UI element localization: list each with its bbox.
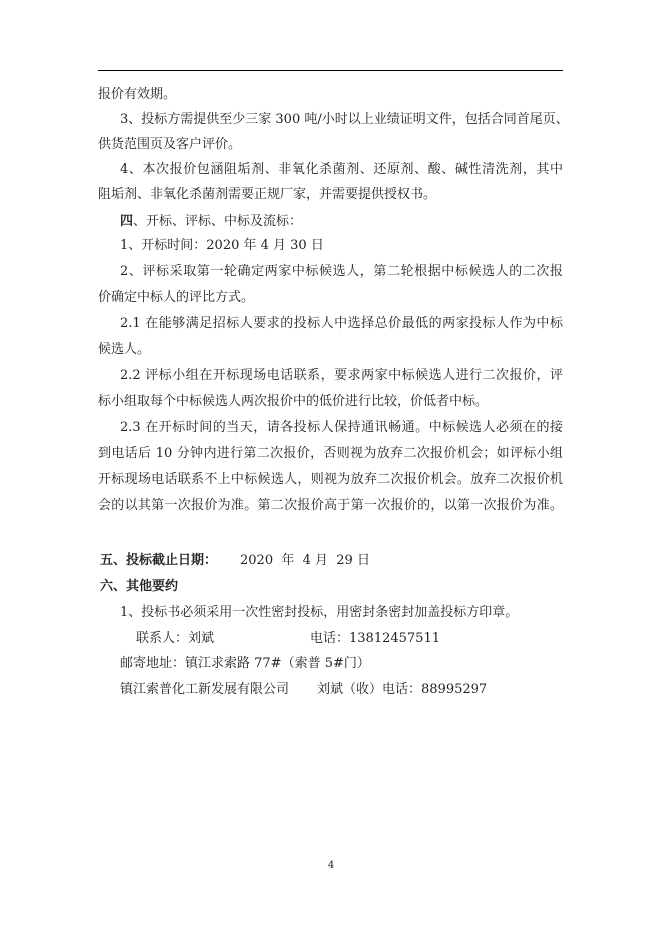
text-line: 2.1 在能够满足招标人要求的投标人中选择总价最低的两家投标人作为中标 xyxy=(120,316,563,331)
header-rule xyxy=(98,70,563,71)
mailing-address: 邮寄地址：镇江求索路 77#（索普 5#门） xyxy=(120,656,370,671)
section-4-title: 、开标、评标、中标及流标： xyxy=(133,214,303,229)
text-line: 2、评标采取第一轮确定两家中标候选人，第二轮根据中标候选人的二次报 xyxy=(120,264,563,279)
text-line: 3、投标方需提供至少三家 300 吨/小时以上业绩证明文件，包括合同首尾页、 xyxy=(120,112,569,127)
text-line: 到电话后 10 分钟内进行第二次报价，否则视为放弃二次报价机会；如评标小组 xyxy=(98,446,563,461)
recipient-phone: 刘斌（收）电话：88995297 xyxy=(317,682,488,697)
text-line: 阻垢剂、非氧化杀菌剂需要正规厂家，并需要提供授权书。 xyxy=(98,187,437,202)
sealing-requirement: 1、投标书必须采用一次性密封投标，用密封条密封加盖投标方印章。 xyxy=(120,605,519,620)
section-4-heading xyxy=(120,212,563,232)
contact-phone: 电话：13812457511 xyxy=(310,631,440,646)
text-line: 开标现场电话联系不上中标候选人，则视为放弃二次报价机会。放弃二次报价机 xyxy=(98,472,563,487)
contact-person: 联系人：刘斌 xyxy=(136,631,215,646)
text-line: 会的以其第一次报价为准。第二次报价高于第一次报价的，以第一次报价为准。 xyxy=(98,498,563,513)
text-line: 价确定中标人的评比方式。 xyxy=(98,290,255,305)
text-line: 供货范围页及客户评价。 xyxy=(98,137,242,152)
section-4-number: 四 xyxy=(120,214,134,229)
text-line: 候选人。 xyxy=(98,342,151,357)
text-line: 2.3 在开标时间的当天，请各投标人保持通讯畅通。中标候选人必须在的接 xyxy=(120,420,563,435)
section-6-heading: 六、其他要约 xyxy=(100,579,179,594)
text-line: 标小组取每个中标候选人两次报价中的低价进行比较，价低者中标。 xyxy=(98,394,489,409)
page-number: 4 xyxy=(327,860,335,871)
text-line: 报价有效期。 xyxy=(98,87,177,102)
deadline-date: 2020 年 4 月 29 日 xyxy=(240,553,370,568)
text-line: 4、本次报价包涵阻垢剂、非氧化杀菌剂、还原剂、酸、碱性清洗剂，其中 xyxy=(120,162,563,177)
company-name: 镇江索普化工新发展有限公司 xyxy=(120,682,290,697)
section-5-heading: 五、投标截止日期： xyxy=(100,553,218,568)
text-line: 2.2 评标小组在开标现场电话联系，要求两家中标候选人进行二次报价，评 xyxy=(120,368,563,383)
text-line: 1、开标时间：2020 年 4 月 30 日 xyxy=(120,238,324,253)
